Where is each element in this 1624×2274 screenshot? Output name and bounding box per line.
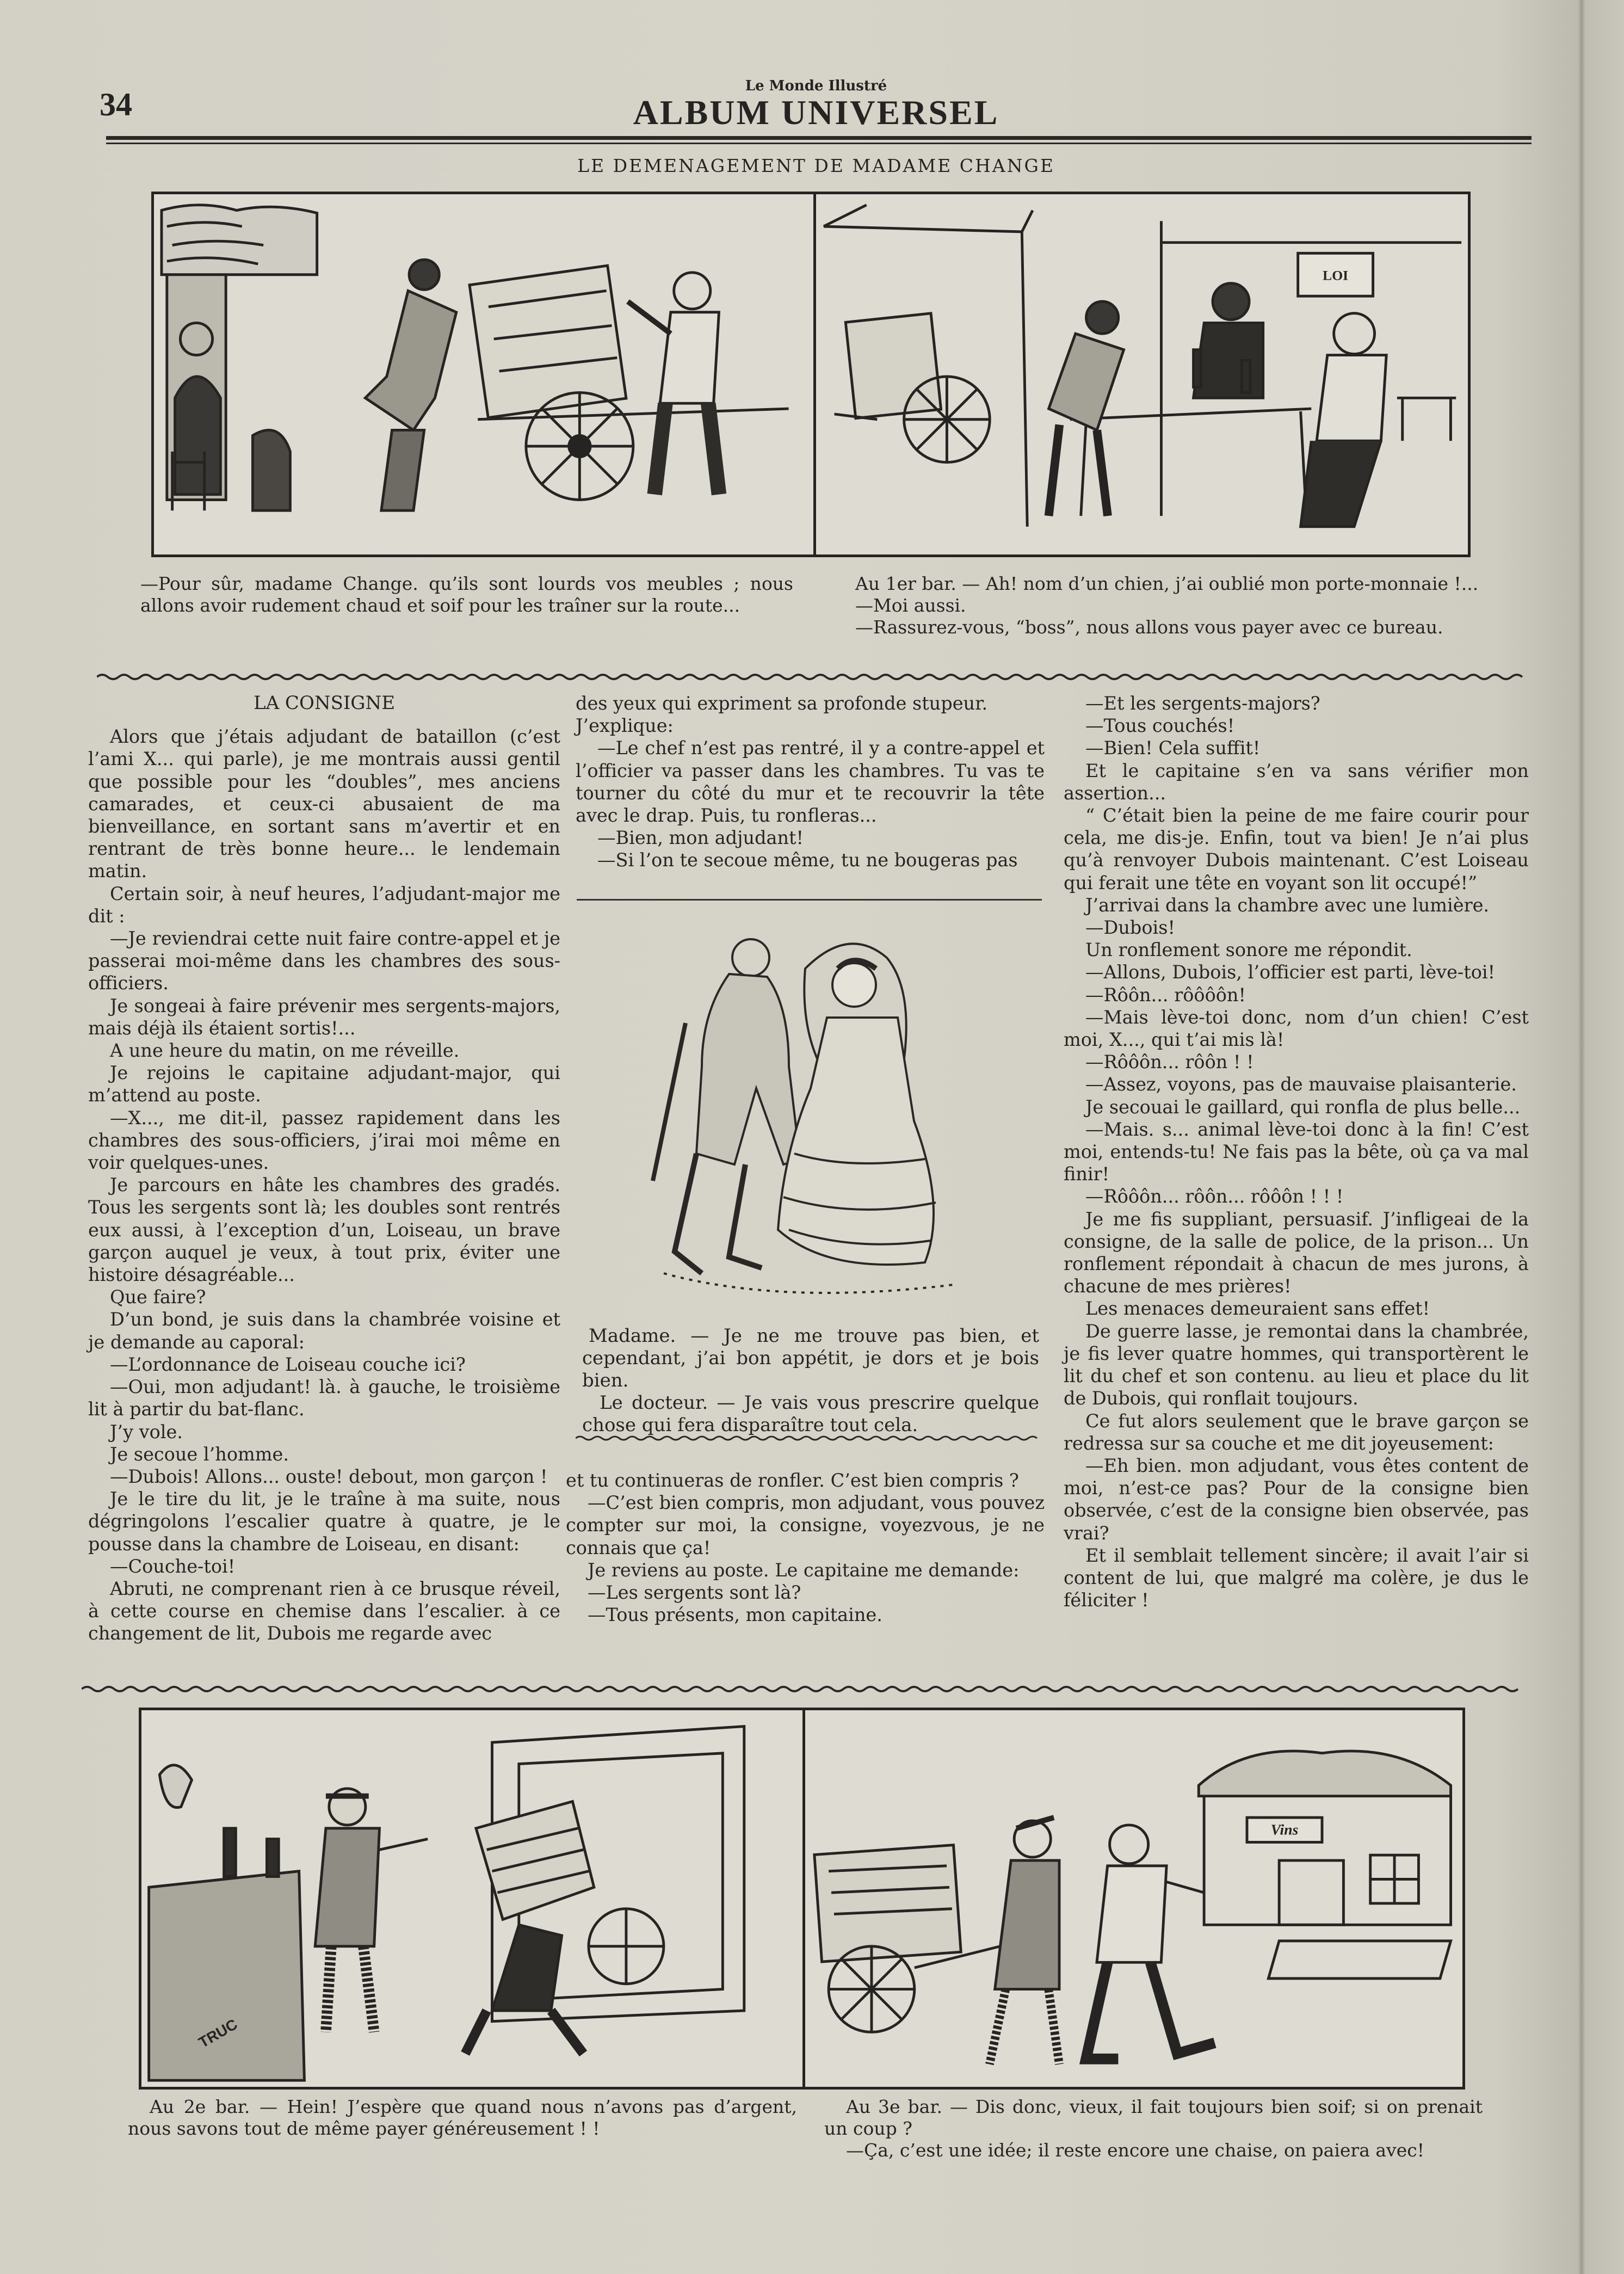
masthead-kicker: Le Monde Illustré [745, 78, 887, 94]
col3-paragraph: “ C’était bien la peine de me faire courir pour cela, me dis-je. Enfin, tout va bien! Je n’ai plus qu’à renvoyer Dubois maintenant. C’est Loiseau qui ferait une tête en voyant son lit occupé!” [1064, 805, 1529, 893]
col1-paragraph: Certain soir, à neuf heures, l’adjudant-major me dit : [88, 883, 560, 927]
col1-paragraph: —Oui, mon adjudant! là. à gauche, le troisième lit à partir du bat-flanc. [88, 1376, 560, 1420]
col3-paragraph: Les menaces demeuraient sans effet! [1085, 1298, 1430, 1320]
col3-paragraph: —Dubois! [1085, 917, 1175, 939]
col2-paragraph: —Tous présents, mon capitaine. [588, 1604, 882, 1626]
col1-paragraph: —Je reviendrai cette nuit faire contre-appel et je passerai moi-même dans les chambres des sous-officiers. [88, 928, 560, 994]
col3-paragraph: Ce fut alors seulement que le brave garçon se redressa sur sa couche et me dit joyeusement: [1064, 1410, 1529, 1454]
col3-paragraph: Un ronflement sonore me répondit. [1085, 939, 1412, 961]
panel-2-caption [838, 573, 1485, 638]
panel-2-caption-line-3: —Rassurez-vous, “boss”, nous allons vous payer avec ce bureau. [855, 617, 1443, 638]
col3-paragraph: —Tous couchés! [1085, 715, 1235, 737]
illustration-caption-line-1: Madame. — Je ne me trouve pas bien, et cependant, j’ai bon appétit, je dors et je bois bien. [582, 1325, 1039, 1391]
col3-paragraph: —Bien! Cela suffit! [1085, 737, 1261, 759]
article-column-1 [88, 692, 560, 1645]
col3-paragraph: —Eh bien. mon adjudant, vous êtes content de moi, n’est-ce pas? Pour de la consigne bien observée, c’est de la consigne bien observée, pas vrai? [1064, 1455, 1529, 1544]
col1-paragraph: Alors que j’étais adjudant de bataillon (c’est l’ami X... qui parle), je me montrais aussi gentil que possible pour les “doubles”, mes anciens camarades, et ceux-ci abusaient de ma bienveillance, en sortant sans m’avertir et en rentrant de très bonne heure... le lendemain matin. [88, 726, 560, 882]
col3-paragraph: —Mais lève-toi donc, nom d’un chien! C’est moi, X..., qui t’ai mis là! [1064, 1006, 1529, 1051]
wavy-separator-top [97, 670, 1528, 683]
article-column-2-bottom [566, 1469, 1045, 1626]
col2-paragraph: J’explique: [576, 715, 674, 737]
col3-paragraph: De guerre lasse, je remontai dans la chambrée, je fis lever quatre hommes, qui transportèrent le lit du chef et son contenu. au lieu et place du lit de Dubois, qui ronflait toujours. [1064, 1320, 1529, 1409]
panel-4-caption [824, 2096, 1483, 2161]
wavy-separator-bottom [82, 1683, 1523, 1696]
panel-2-drawing [816, 194, 1468, 554]
col1-paragraph: —L’ordonnance de Loiseau couche ici? [110, 1353, 466, 1375]
panel-2-caption-line-2: —Moi aussi. [855, 595, 966, 616]
col3-paragraph: Et le capitaine s’en va sans vérifier mon assertion... [1064, 760, 1529, 804]
panel-2-sign: LOI [1323, 267, 1349, 284]
col2-paragraph: —Si l’on te secoue même, tu ne bougeras pas [597, 849, 1018, 871]
masthead-title: ALBUM UNIVERSEL [633, 93, 999, 132]
comic-panel-3 [139, 1708, 807, 2090]
col3-paragraph: —Et les sergents-majors? [1085, 693, 1320, 714]
col2-paragraph: —Le chef n’est pas rentré, il y a contre-appel et l’officier va passer dans les chambres. Tu vas te tourner du côté du mur et te recouvrir la tête avec le drap. Puis, tu ronfleras... [576, 737, 1045, 827]
col1-paragraph: Je secoue l’homme. [110, 1443, 289, 1465]
doctor-illustration [620, 925, 1001, 1317]
panel-4-sign: Vins [1270, 1821, 1299, 1838]
col1-paragraph: —X..., me dit-il, passez rapidement dans les chambres des sous-officiers, j’irai moi même en voir quelques-unes. [88, 1107, 560, 1174]
artist-signature: TRUC [195, 2016, 240, 2051]
article-title: LA CONSIGNE [253, 692, 396, 714]
col1-paragraph: Je songeai à faire prévenir mes sergents-majors, mais déjà ils étaient sortis!... [88, 995, 560, 1039]
col3-paragraph: —Allons, Dubois, l’officier est parti, lève-toi! [1085, 962, 1496, 983]
col3-paragraph: —Assez, voyons, pas de mauvaise plaisanterie. [1085, 1074, 1517, 1095]
col1-paragraph: —Dubois! Allons... ouste! debout, mon garçon ! [110, 1465, 548, 1487]
panel-2-caption-line-1: Au 1er bar. — Ah! nom d’un chien, j’ai oublié mon porte-monnaie !... [855, 573, 1479, 594]
col3-paragraph: —Rôôôn... rôôn... rôôôn ! ! ! [1085, 1186, 1344, 1207]
panel-3-caption-text: Au 2e bar. — Hein! J’espère que quand nous n’avons pas d’argent, nous savons tout de même payer généreusement ! ! [128, 2096, 797, 2139]
header-rule-thin [106, 143, 1532, 144]
col1-paragraph: —Couche-toi! [110, 1555, 236, 1577]
comic-panel-2 [813, 192, 1471, 557]
col1-paragraph: J’y vole. [110, 1421, 183, 1443]
panel-4-caption-line-1: Au 3e bar. — Dis donc, vieux, il fait toujours bien soif; si on prenait un coup ? [824, 2096, 1483, 2139]
col2-paragraph: des yeux qui expriment sa profonde stupeur. [576, 693, 988, 714]
header-rule [106, 136, 1532, 140]
article-column-3 [1064, 692, 1529, 1611]
panel-4-caption-line-2: —Ça, c’est une idée; il reste encore une chaise, on paiera avec! [846, 2140, 1424, 2161]
illustration-caption [582, 1325, 1039, 1437]
col2-paragraph: —Les sergents sont là? [588, 1582, 801, 1604]
page-number: 34 [100, 87, 132, 122]
article-column-2-top [576, 692, 1045, 872]
panel-1-drawing [154, 194, 814, 554]
col3-paragraph: Je secouai le gaillard, qui ronfla de plus belle... [1085, 1096, 1521, 1118]
column-rule [577, 899, 1042, 901]
col3-paragraph: J’arrivai dans la chambre avec une lumière. [1085, 894, 1490, 916]
page-fold-shadow [1578, 0, 1585, 2274]
col3-paragraph: Je me fis suppliant, persuasif. J’infligeai de la consigne, de la salle de police, de la prison... Un ronflement répondait à chacun de mes jurons, à chacune de mes prières! [1064, 1208, 1529, 1297]
col1-paragraph: Je parcours en hâte les chambres des gradés. Tous les sergents sont là; les doubles sont rentrés eux aussi, à l’exception d’un, Loiseau, un brave garçon auquel je veux, à tout prix, éviter une histoire désagréable... [88, 1174, 560, 1286]
col2-paragraph: —Bien, mon adjudant! [597, 827, 804, 849]
col3-paragraph: Et il semblait tellement sincère; il avait l’air si content de lui, que malgré ma colère, je dus le féliciter ! [1064, 1544, 1529, 1611]
comic-panel-4 [802, 1708, 1465, 2090]
col1-paragraph: Je le tire du lit, je le traîne à ma suite, nous dégringolons l’escalier quatre à quatre, je le pousse dans la chambre de Loiseau, en disant: [88, 1488, 560, 1555]
col3-paragraph: —Rôôôn... rôôn ! ! [1085, 1051, 1254, 1073]
panel-1-caption: —Pour sûr, madame Change. qu’ils sont lourds vos meubles ; nous allons avoir rudement chaud et soif pour les traîner sur la route... [140, 573, 793, 616]
doctor-and-madame-drawing [620, 925, 1001, 1317]
panel-3-caption [128, 2096, 797, 2140]
wavy-separator-middle [576, 1433, 1043, 1444]
col1-paragraph: A une heure du matin, on me réveille. [110, 1040, 460, 1062]
col2-paragraph: Je reviens au poste. Le capitaine me demande: [588, 1559, 1020, 1581]
col1-paragraph: Que faire? [110, 1286, 206, 1308]
panel-3-drawing [141, 1710, 804, 2087]
col1-paragraph: Abruti, ne comprenant rien à ce brusque réveil, à cette course en chemise dans l’escalier. à ce changement de lit, Dubois me regarde avec [88, 1577, 560, 1644]
col3-paragraph: —Rôôn... rôôôôn! [1085, 984, 1246, 1006]
illustration-caption-line-2: Le docteur. — Je vais vous prescrire quelque chose qui fera disparaître tout cela. [582, 1392, 1039, 1436]
col1-paragraph: D’un bond, je suis dans la chambrée voisine et je demande au caporal: [88, 1309, 560, 1353]
comic-panel-1 [151, 192, 817, 557]
col1-paragraph: Je rejoins le capitaine adjudant-major, qui m’attend au poste. [88, 1062, 560, 1106]
col3-paragraph: —Mais. s... animal lève-toi donc à la fin! C’est moi, entends-tu! Ne fais pas la bête, où ça va mal finir! [1064, 1118, 1529, 1185]
col2-paragraph: —C’est bien compris, mon adjudant, vous pouvez compter sur moi, la consigne, voyezvous, je ne connais que ça! [566, 1492, 1045, 1558]
panel-4-drawing [805, 1710, 1462, 2087]
col2-paragraph: et tu continueras de ronfler. C’est bien compris ? [566, 1470, 1019, 1491]
comic-title: LE DEMENAGEMENT DE MADAME CHANGE [577, 155, 1055, 176]
